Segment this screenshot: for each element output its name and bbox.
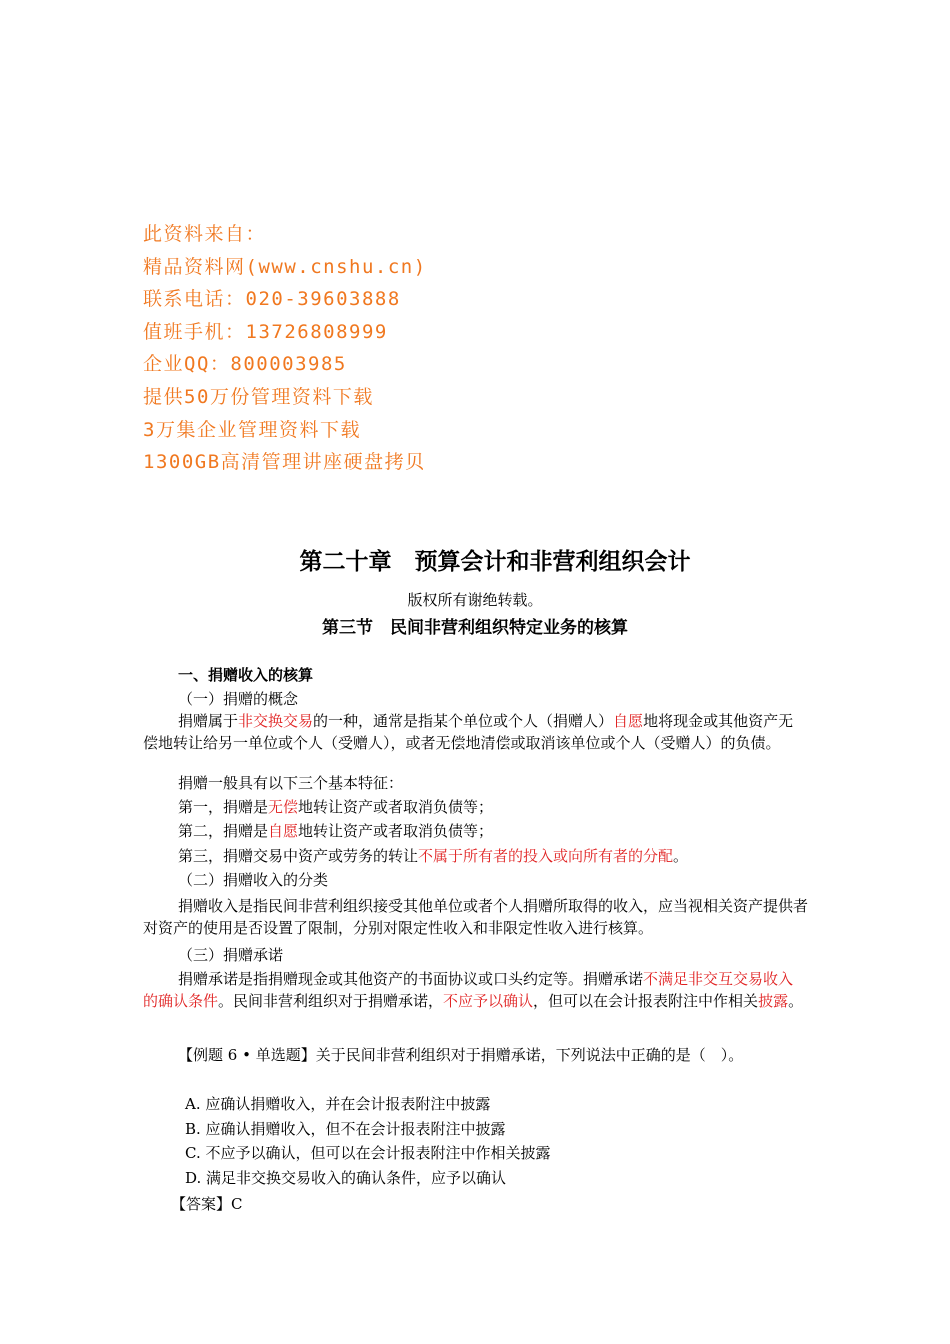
section-title: 第三节 民间非营利组织特定业务的核算 <box>322 618 628 638</box>
copyright-notice: 版权所有谢绝转载。 <box>407 591 543 609</box>
highlight-disclose: 披露 <box>758 992 789 1010</box>
highlight-gratuitous: 无偿 <box>268 798 299 816</box>
subheading-donation-pledge: （三）捐赠承诺 <box>178 946 284 964</box>
promo-line-offer-2: 3万集企业管理资料下载 <box>143 418 361 441</box>
highlight-voluntary: 自愿 <box>613 712 644 730</box>
heading-donation-income: 一、捐赠收入的核算 <box>178 666 314 684</box>
feature-1: 第一，捐赠是无偿地转让资产或者取消负债等； <box>178 798 494 816</box>
chapter-title: 第二十章 预算会计和非营利组织会计 <box>299 549 691 575</box>
option-c: C. 不应予以确认，但可以在会计报表附注中作相关披露 <box>185 1144 551 1162</box>
promo-block <box>143 218 427 479</box>
option-b: B. 应确认捐赠收入，但不在会计报表附注中披露 <box>185 1120 506 1138</box>
promo-line-website: 精品资料网(www.cnshu.cn) <box>143 255 427 278</box>
paragraph-classification: 捐赠收入是指民间非营利组织接受其他单位或者个人捐赠所取得的收入，应当视相关资产提供者对资产的使用是否设置了限制，分别对限定性收入和非限定性收入进行核算。 <box>143 897 809 937</box>
subheading-income-classification: （二）捐赠收入的分类 <box>178 871 329 889</box>
promo-line-mobile: 值班手机：13726808999 <box>143 320 388 343</box>
paragraph-features-intro: 捐赠一般具有以下三个基本特征： <box>178 774 404 792</box>
promo-line-phone: 联系电话：020-39603888 <box>143 288 401 311</box>
promo-line-offer-3: 1300GB高清管理讲座硬盘拷贝 <box>143 451 426 474</box>
paragraph-donation-definition: 捐赠属于非交换交易的一种，通常是指某个单位或个人（捐赠人）自愿地将现金或其他资产无偿地转让给另一单位或个人（受赠人），或者无偿地清偿或取消该单位或个人（受赠人）的负债。 <box>143 712 794 752</box>
promo-line-qq: 企业QQ：800003985 <box>143 353 347 376</box>
feature-2: 第二，捐赠是自愿地转让资产或者取消负债等； <box>178 822 494 840</box>
paragraph-pledge: 捐赠承诺是指捐赠现金或其他资产的书面协议或口头约定等。捐赠承诺不满足非交互交易收入的确认条件。民间非营利组织对于捐赠承诺，不应予以确认，但可以在会计报表附注中作相关披露。 <box>143 970 804 1010</box>
answer: 【答案】C <box>171 1195 243 1213</box>
option-a: A. 应确认捐赠收入，并在会计报表附注中披露 <box>185 1095 491 1113</box>
highlight-not-meet: 不满足非交互交易收入的确认条件 <box>143 970 794 1010</box>
highlight-not-recognize: 不应予以确认 <box>443 992 534 1010</box>
option-d: D. 满足非交换交易收入的确认条件，应予以确认 <box>185 1169 507 1187</box>
highlight-non-exchange: 非交换交易 <box>238 712 314 730</box>
promo-line-offer-1: 提供50万份管理资料下载 <box>143 385 374 408</box>
feature-3: 第三，捐赠交易中资产或劳务的转让不属于所有者的投入或向所有者的分配。 <box>178 847 689 865</box>
highlight-not-owner: 不属于所有者的投入或向所有者的分配 <box>418 847 674 865</box>
subheading-donation-concept: （一）捐赠的概念 <box>178 690 299 708</box>
promo-line-source: 此资料来自： <box>143 223 267 245</box>
example-tag: 【例题 6 • 单选题】 <box>178 1046 316 1064</box>
highlight-voluntary-2: 自愿 <box>268 822 299 840</box>
example-question: 【例题 6 • 单选题】关于民间非营利组织对于捐赠承诺，下列说法中正确的是（ ）。 <box>178 1046 744 1064</box>
